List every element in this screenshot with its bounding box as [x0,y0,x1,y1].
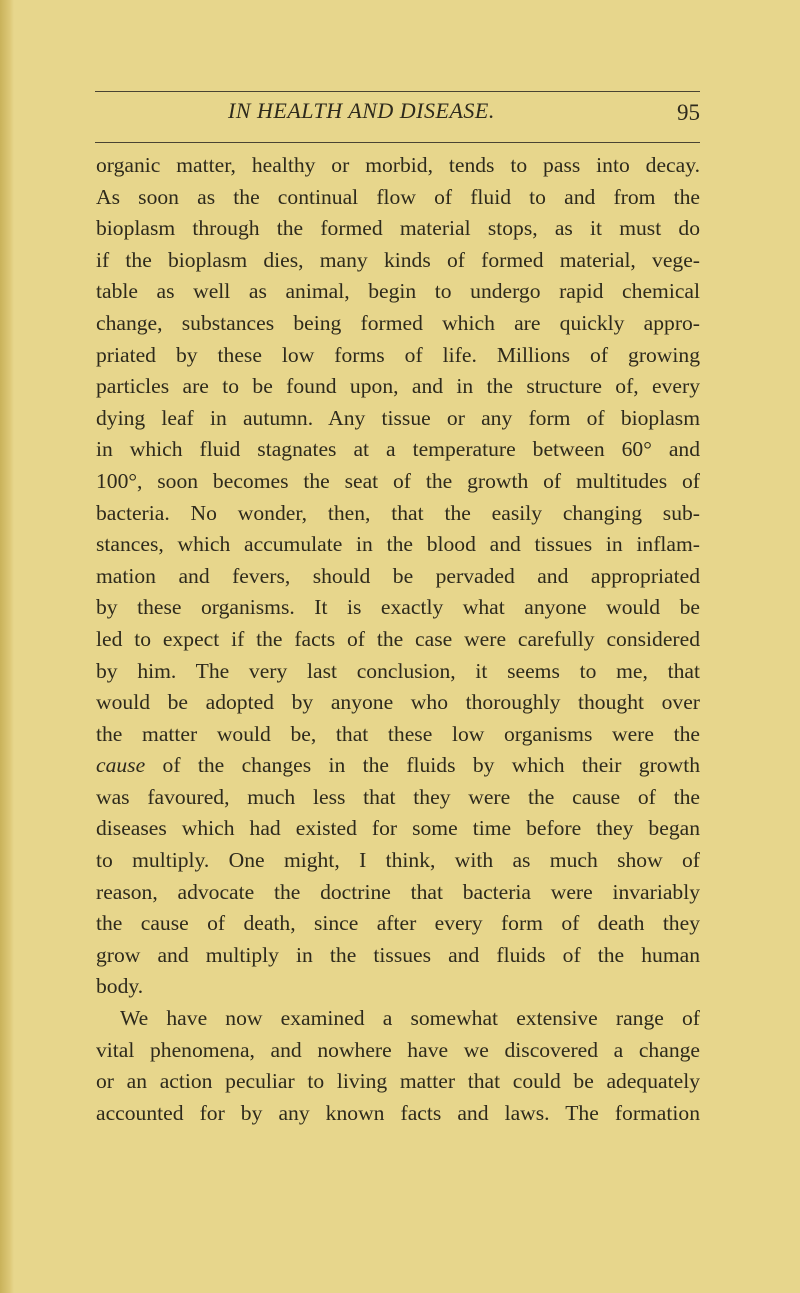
text-line-rest: of the changes in the fluids by which their growth [162,753,700,778]
text-line: bioplasm through the formed material stops, as it must do [96,216,700,241]
body-text [96,150,700,1129]
running-title: IN HEALTH AND DISEASE. [228,98,495,123]
page-number: 95 [677,100,700,125]
text-line: table as well as animal, begin to undergo rapid chemical [96,279,700,304]
text-line: We have now examined a somewhat extensive range of [120,1006,700,1031]
text-line: particles are to be found upon, and in the structure of, every [96,374,700,399]
text-line: if the bioplasm dies, many kinds of formed material, vege- [96,247,700,272]
italic-word: cause [96,753,146,778]
text-line: diseases which had existed for some time before they began [96,816,700,841]
text-line: organic matter, healthy or morbid, tends to pass into decay. [96,153,700,177]
text-line: in which fluid stagnates at a temperature between 60° and [96,437,700,462]
text-line: by these organisms. It is exactly what anyone would be [96,595,700,620]
text-line-with-italic [96,750,700,782]
text-line: change, substances being formed which are quickly appro- [96,310,700,335]
text-line: mation and fevers, should be pervaded and appropriated [96,563,700,588]
text-line: or an action peculiar to living matter that could be adequately [96,1069,700,1094]
text-line: by him. The very last conclusion, it seems to me, that [96,658,700,683]
text-line: body. [96,974,144,999]
text-line: priated by these low forms of life. Millions of growing [96,342,700,367]
text-line: would be adopted by anyone who thoroughly thought over [96,690,700,715]
text-line: to multiply. One might, I think, with as much show of [96,848,700,873]
header-rule-bottom [95,142,700,143]
text-line: As soon as the continual flow of fluid to and from the [96,184,700,209]
text-line: grow and multiply in the tissues and fluids of the human [96,942,700,967]
text-line: bacteria. No wonder, then, that the easily changing sub- [96,500,700,525]
text-line: led to expect if the facts of the case were carefully considered [96,626,700,651]
page-binding-edge [0,0,14,1293]
text-line: accounted for by any known facts and laws. The formation [96,1100,700,1125]
text-line: was favoured, much less that they were the cause of the [96,784,700,809]
text-line: dying leaf in autumn. Any tissue or any form of bioplasm [96,405,700,430]
text-line: 100°, soon becomes the seat of the growth of multitudes of [96,468,700,493]
text-line: stances, which accumulate in the blood and tissues in inflam- [96,532,700,557]
text-line: the matter would be, that these low organisms were the [96,721,700,746]
header-rule-top [95,91,700,92]
running-header [95,98,700,134]
text-line: vital phenomena, and nowhere have we discovered a change [96,1037,700,1062]
text-line: reason, advocate the doctrine that bacteria were invariably [96,879,700,904]
text-line: the cause of death, since after every form of death they [96,911,700,936]
